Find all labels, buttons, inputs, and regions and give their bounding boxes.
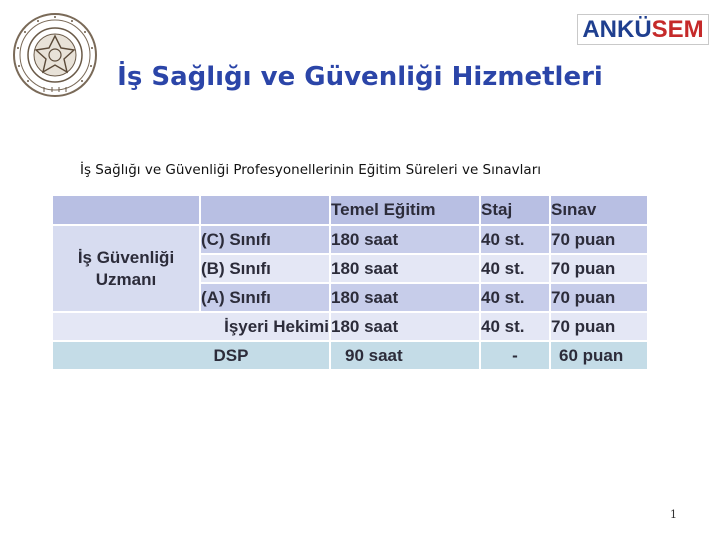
brand-text-part1: ANKÜ — [582, 15, 652, 43]
group-label-line2: Uzmanı — [95, 269, 157, 289]
dsp-label: DSP — [53, 341, 330, 370]
row-label: (C) Sınıfı — [200, 225, 330, 254]
table-header-row — [53, 196, 648, 225]
group-label-is-guvenligi-uzmani — [53, 225, 200, 312]
internship-value: 40 st. — [480, 225, 550, 254]
ankusem-logo — [577, 14, 709, 45]
table-row — [53, 312, 648, 341]
training-value: 180 saat — [330, 225, 480, 254]
row-label: (A) Sınıfı — [200, 283, 330, 312]
row-label-isyeri-hekimi: İşyeri Hekimi — [53, 312, 330, 341]
page-title: İş Sağlığı ve Güvenliği Hizmetleri — [117, 62, 603, 92]
group-label-line1: İş Güvenliği — [77, 247, 175, 267]
header-temel-egitim: Temel Eğitim — [330, 196, 480, 225]
page-number: 1 — [670, 508, 677, 521]
training-value: 180 saat — [330, 254, 480, 283]
row-label: (B) Sınıfı — [200, 254, 330, 283]
internship-value: 40 st. — [480, 283, 550, 312]
header-cell-empty-1 — [53, 196, 200, 225]
exam-value: 70 puan — [550, 225, 648, 254]
header-staj: Staj — [480, 196, 550, 225]
training-value: 180 saat — [330, 312, 480, 341]
dsp-internship-value: - — [480, 341, 550, 370]
header-sinav: Sınav — [550, 196, 648, 225]
header-cell-empty-2 — [200, 196, 330, 225]
training-value: 180 saat — [330, 283, 480, 312]
internship-value: 40 st. — [480, 254, 550, 283]
dsp-exam-value: 60 puan — [550, 341, 648, 370]
dsp-row — [53, 341, 648, 370]
exam-value: 70 puan — [550, 254, 648, 283]
internship-value: 40 st. — [480, 312, 550, 341]
exam-value: 70 puan — [550, 283, 648, 312]
brand-text-part2: SEM — [651, 15, 704, 43]
dsp-training-value: 90 saat — [330, 341, 480, 370]
training-table — [53, 196, 649, 371]
table-row — [53, 225, 648, 254]
table-caption: İş Sağlığı ve Güvenliği Profesyonellerinin Eğitim Süreleri ve Sınavları — [80, 162, 541, 178]
exam-value: 70 puan — [550, 312, 648, 341]
